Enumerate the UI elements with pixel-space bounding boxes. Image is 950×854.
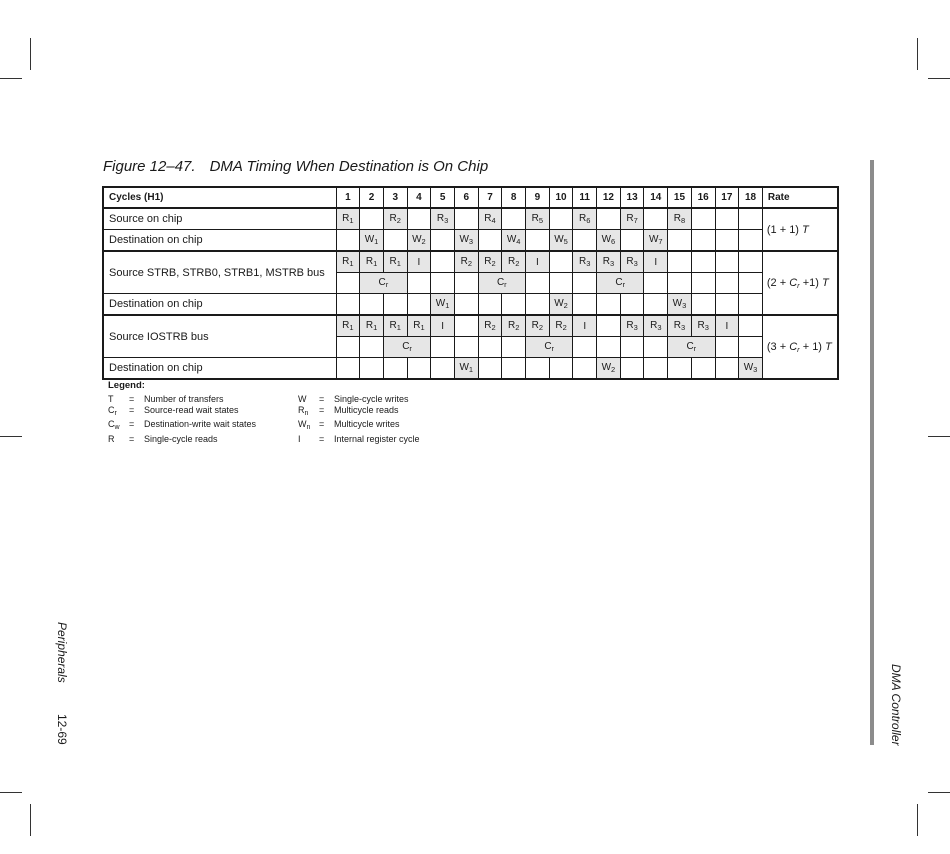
section-label-right: DMA Controller (889, 664, 903, 746)
legend-symbol: $C_r$ (108, 404, 117, 417)
legend-item (108, 405, 256, 420)
header-cycles-label: Cycles (H1) (103, 187, 336, 208)
timing-cell: $R_1$ (383, 251, 407, 273)
timing-cell: $R_3$ (620, 251, 644, 273)
empty-cell (644, 337, 668, 358)
timing-cell: $R_6$ (573, 208, 597, 230)
crop-mark (928, 78, 950, 79)
timing-cell: I (644, 251, 668, 273)
empty-cell (526, 294, 550, 316)
empty-cell (383, 358, 407, 380)
timing-cell: $W_1$ (454, 358, 478, 380)
crop-mark (30, 38, 31, 70)
empty-cell (407, 273, 431, 294)
cycle-number-1: 1 (336, 187, 360, 208)
empty-cell (715, 273, 739, 294)
empty-cell (407, 294, 431, 316)
timing-cell: $R_1$ (407, 315, 431, 337)
empty-cell (715, 230, 739, 252)
empty-cell (431, 358, 455, 380)
timing-cell: $W_1$ (431, 294, 455, 316)
empty-cell (573, 273, 597, 294)
empty-cell (644, 358, 668, 380)
legend-equals: = (319, 419, 325, 430)
empty-cell (739, 337, 763, 358)
empty-cell (739, 251, 763, 273)
timing-cell: $W_5$ (549, 230, 573, 252)
empty-cell (691, 294, 715, 316)
cycle-number-3: 3 (383, 187, 407, 208)
timing-cell: $R_3$ (691, 315, 715, 337)
empty-cell (597, 208, 621, 230)
row-label: Destination on chip (103, 294, 336, 316)
legend-symbol: $W_n$ (298, 419, 311, 432)
legend-equals: = (319, 433, 325, 444)
timing-cell: $R_2$ (526, 315, 550, 337)
row-label: Source IOSTRB bus (103, 315, 336, 358)
timing-cell: $R_1$ (360, 251, 384, 273)
legend-description: Destination-write wait states (144, 419, 257, 430)
timing-cell: $W_2$ (549, 294, 573, 316)
timing-cell: $R_5$ (526, 208, 550, 230)
legend-symbol: $R_n$ (298, 404, 309, 417)
timing-cell: $W_1$ (360, 230, 384, 252)
cycle-number-13: 13 (620, 187, 644, 208)
empty-cell (644, 294, 668, 316)
row-label: Destination on chip (103, 230, 336, 252)
empty-cell (691, 251, 715, 273)
timing-cell: $W_2$ (407, 230, 431, 252)
crop-mark (0, 78, 22, 79)
legend-item (108, 419, 256, 434)
rate-cell: $(3 + C_r + 1)$ T (762, 315, 838, 379)
legend-description: Internal register cycle (334, 433, 420, 444)
empty-cell (478, 230, 502, 252)
legend-item (108, 434, 256, 445)
timing-cell: $R_2$ (454, 251, 478, 273)
legend-symbol: W (298, 394, 307, 404)
crop-mark (917, 804, 918, 836)
empty-cell (336, 337, 360, 358)
timing-cell: $R_8$ (668, 208, 692, 230)
empty-cell (336, 230, 360, 252)
crop-mark (917, 38, 918, 70)
legend-title: Legend: (108, 380, 145, 391)
empty-cell (715, 358, 739, 380)
empty-cell (478, 337, 502, 358)
empty-cell (691, 230, 715, 252)
empty-cell (360, 208, 384, 230)
timing-cell: $R_1$ (383, 315, 407, 337)
empty-cell (739, 273, 763, 294)
legend-equals: = (319, 394, 325, 404)
legend-description: Multicycle writes (334, 419, 400, 430)
table-row (103, 251, 838, 273)
empty-cell (691, 273, 715, 294)
timing-cell: I (407, 251, 431, 273)
empty-cell (715, 294, 739, 316)
figure-number: Figure 12–47. (103, 158, 196, 175)
empty-cell (715, 208, 739, 230)
timing-cell: $R_2$ (549, 315, 573, 337)
wait-state-cell: $C_r$ (526, 337, 573, 358)
section-label-left: Peripherals (55, 622, 69, 683)
timing-cell: $R_1$ (336, 251, 360, 273)
legend-item (298, 405, 420, 420)
timing-cell: $R_3$ (668, 315, 692, 337)
timing-cell: $R_2$ (478, 315, 502, 337)
dma-timing-table (102, 186, 839, 380)
row-label: Source STRB, STRB0, STRB1, MSTRB bus (103, 251, 336, 294)
empty-cell (431, 230, 455, 252)
legend-right-column (298, 394, 420, 444)
timing-cell: $W_3$ (454, 230, 478, 252)
crop-mark (928, 792, 950, 793)
legend-equals: = (129, 404, 135, 415)
timing-cell: $R_3$ (431, 208, 455, 230)
empty-cell (502, 208, 526, 230)
legend-equals: = (319, 404, 325, 415)
thumb-tab-bar (870, 160, 874, 745)
legend-description: Source-read wait states (144, 404, 239, 415)
empty-cell (739, 294, 763, 316)
cycle-number-6: 6 (454, 187, 478, 208)
empty-cell (739, 230, 763, 252)
empty-cell (715, 251, 739, 273)
timing-cell: I (526, 251, 550, 273)
table-row (103, 230, 838, 252)
legend-description: Multicycle reads (334, 404, 399, 415)
empty-cell (454, 208, 478, 230)
empty-cell (597, 337, 621, 358)
wait-state-cell: $C_r$ (383, 337, 430, 358)
legend-item (298, 419, 420, 434)
empty-cell (620, 337, 644, 358)
empty-cell (644, 208, 668, 230)
cycle-number-11: 11 (573, 187, 597, 208)
empty-cell (549, 358, 573, 380)
timing-cell: I (715, 315, 739, 337)
empty-cell (549, 273, 573, 294)
timing-cell: $R_2$ (502, 251, 526, 273)
empty-cell (691, 208, 715, 230)
empty-cell (431, 273, 455, 294)
empty-cell (454, 294, 478, 316)
cycle-number-2: 2 (360, 187, 384, 208)
legend-item (108, 394, 256, 405)
timing-cell: $R_2$ (502, 315, 526, 337)
cycle-number-7: 7 (478, 187, 502, 208)
rate-cell: (1 + 1) T (762, 208, 838, 251)
legend-description: Single-cycle reads (144, 433, 218, 444)
empty-cell (407, 208, 431, 230)
wait-state-cell: $C_r$ (597, 273, 644, 294)
legend-equals: = (129, 433, 135, 444)
row-label: Destination on chip (103, 358, 336, 380)
crop-mark (0, 436, 22, 437)
empty-cell (360, 337, 384, 358)
empty-cell (549, 208, 573, 230)
legend-symbol: $C_w$ (108, 419, 120, 432)
cycle-number-17: 17 (715, 187, 739, 208)
page-number: 12-69 (55, 714, 69, 745)
empty-cell (431, 251, 455, 273)
empty-cell (431, 337, 455, 358)
timing-cell: $R_3$ (644, 315, 668, 337)
crop-mark (0, 792, 22, 793)
empty-cell (360, 358, 384, 380)
cycle-number-5: 5 (431, 187, 455, 208)
legend-item (298, 394, 420, 405)
timing-cell: $R_3$ (573, 251, 597, 273)
empty-cell (739, 315, 763, 337)
empty-cell (668, 230, 692, 252)
empty-cell (454, 273, 478, 294)
legend-equals: = (129, 419, 135, 430)
empty-cell (360, 294, 384, 316)
empty-cell (526, 273, 550, 294)
empty-cell (502, 294, 526, 316)
empty-cell (573, 358, 597, 380)
empty-cell (454, 315, 478, 337)
timing-cell: $R_1$ (336, 315, 360, 337)
empty-cell (336, 358, 360, 380)
empty-cell (620, 358, 644, 380)
timing-cell: $W_6$ (597, 230, 621, 252)
legend-description: Number of transfers (144, 394, 224, 404)
empty-cell (668, 273, 692, 294)
timing-cell: $W_3$ (739, 358, 763, 380)
empty-cell (620, 294, 644, 316)
empty-cell (573, 230, 597, 252)
timing-cell: $R_7$ (620, 208, 644, 230)
header-rate: Rate (762, 187, 838, 208)
empty-cell (502, 358, 526, 380)
cycle-number-16: 16 (691, 187, 715, 208)
empty-cell (478, 294, 502, 316)
empty-cell (620, 230, 644, 252)
empty-cell (573, 294, 597, 316)
timing-cell: $R_3$ (597, 251, 621, 273)
cycle-number-8: 8 (502, 187, 526, 208)
table-row (103, 208, 838, 230)
empty-cell (549, 251, 573, 273)
crop-mark (928, 436, 950, 437)
empty-cell (691, 358, 715, 380)
figure-title: DMA Timing When Destination is On Chip (209, 158, 489, 175)
legend-description: Single-cycle writes (334, 394, 409, 404)
legend-symbol: T (108, 394, 114, 404)
empty-cell (739, 208, 763, 230)
timing-cell: $W_7$ (644, 230, 668, 252)
cycle-number-15: 15 (668, 187, 692, 208)
timing-cell: $R_3$ (620, 315, 644, 337)
timing-cell: $R_4$ (478, 208, 502, 230)
timing-cell: $R_2$ (383, 208, 407, 230)
empty-cell (715, 337, 739, 358)
table-row (103, 315, 838, 337)
wait-state-cell: $C_r$ (478, 273, 525, 294)
legend-left-column (108, 394, 256, 444)
cycle-number-12: 12 (597, 187, 621, 208)
empty-cell (644, 273, 668, 294)
timing-cell: I (431, 315, 455, 337)
figure-caption (103, 158, 488, 175)
cycle-number-9: 9 (526, 187, 550, 208)
timing-cell: $W_2$ (597, 358, 621, 380)
wait-state-cell: $C_r$ (360, 273, 407, 294)
timing-cell: $W_4$ (502, 230, 526, 252)
cycle-number-10: 10 (549, 187, 573, 208)
empty-cell (502, 337, 526, 358)
empty-cell (668, 358, 692, 380)
empty-cell (383, 230, 407, 252)
empty-cell (336, 273, 360, 294)
legend-equals: = (129, 394, 135, 404)
empty-cell (573, 337, 597, 358)
empty-cell (668, 251, 692, 273)
cycle-number-18: 18 (739, 187, 763, 208)
empty-cell (336, 294, 360, 316)
table-header-row (103, 187, 838, 208)
wait-state-cell: $C_r$ (668, 337, 715, 358)
timing-cell: $R_1$ (336, 208, 360, 230)
table-row (103, 294, 838, 316)
empty-cell (383, 294, 407, 316)
crop-mark (30, 804, 31, 836)
empty-cell (526, 230, 550, 252)
timing-cell: I (573, 315, 597, 337)
empty-cell (478, 358, 502, 380)
empty-cell (526, 358, 550, 380)
legend-item (298, 434, 420, 445)
empty-cell (597, 294, 621, 316)
empty-cell (454, 337, 478, 358)
empty-cell (597, 315, 621, 337)
empty-cell (407, 358, 431, 380)
table-row (103, 358, 838, 380)
cycle-number-14: 14 (644, 187, 668, 208)
rate-cell: $(2 + C_r +1)$ T (762, 251, 838, 315)
timing-cell: $R_2$ (478, 251, 502, 273)
legend-symbol: R (108, 433, 115, 444)
row-label: Source on chip (103, 208, 336, 230)
legend-symbol: I (298, 433, 301, 444)
timing-cell: $R_1$ (360, 315, 384, 337)
timing-cell: $W_3$ (668, 294, 692, 316)
cycle-number-4: 4 (407, 187, 431, 208)
